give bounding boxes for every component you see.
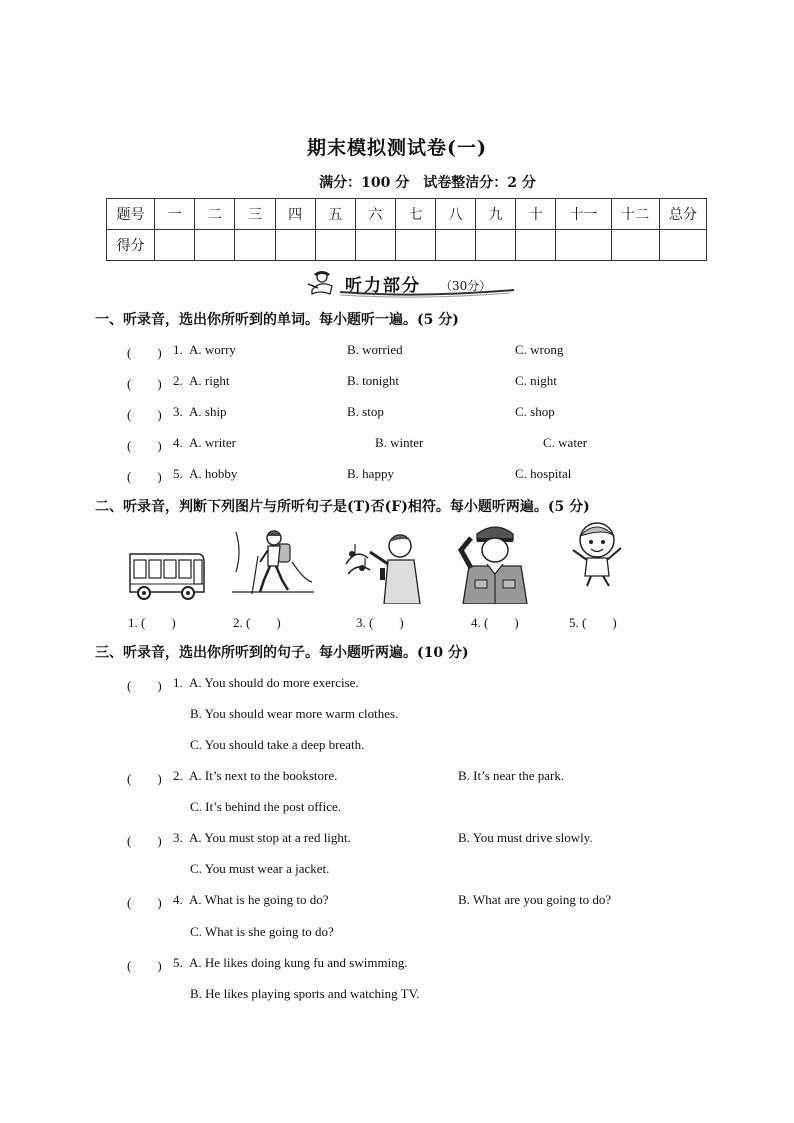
section1-title: 一、听录音，选出你所听到的单词。每小题听一遍。(5 分) [95,312,459,328]
score-header-cell: 题号 [107,199,155,230]
option-a: A. You must stop at a red light. [189,830,351,845]
option-a: A. He likes doing kung fu and swimming. [189,955,408,970]
option-b: B. stop [347,404,384,419]
page-subtitle: 满分：100 分 试卷整洁分：2 分 [319,175,536,191]
score-input-cell[interactable] [476,230,516,261]
option-c: C. hospital [515,466,572,481]
question-number: 1. [173,675,183,690]
option-c: C. night [515,373,557,388]
option-b: B. What are you going to do? [458,892,612,907]
option-b: B. happy [347,466,394,481]
question-number: 5. [173,955,183,970]
option-b: B. It’s near the park. [458,768,565,783]
bus-picture [126,548,206,604]
option-b: B. tonight [347,373,400,388]
score-input-cell[interactable] [275,230,315,261]
picture-answer-label[interactable]: 3. ( ) [356,615,404,630]
question-number: 3. [173,830,183,845]
question-number: 1. [173,342,183,357]
option-c: C. What is she going to do? [190,924,334,939]
question-number: 2. [173,373,183,388]
score-input-cell[interactable] [516,230,556,261]
option-a: A. What is he going to do? [189,892,329,907]
score-header-cell: 三 [235,199,275,230]
score-table [106,198,707,261]
picture-answer-label[interactable]: 1. ( ) [128,615,176,630]
score-header-cell: 九 [476,199,516,230]
score-table-header-row [107,199,707,230]
singer-picture [340,528,424,604]
listening-section-title: 听力部分 [345,276,421,296]
option-a: A. ship [189,404,227,419]
officer-picture [455,520,535,604]
score-header-cell: 十一 [556,199,611,230]
option-a: A. It’s next to the bookstore. [189,768,338,783]
option-b: B. You should wear more warm clothes. [190,706,399,721]
picture-answer-label[interactable]: 5. ( ) [569,615,617,630]
option-b: B. winter [375,435,424,450]
picture-answer-label[interactable]: 4. ( ) [471,615,519,630]
question-number: 5. [173,466,183,481]
option-a: A. right [189,373,230,388]
score-input-cell[interactable] [355,230,395,261]
score-header-cell: 八 [436,199,476,230]
score-input-cell[interactable] [235,230,275,261]
score-header-cell: 十 [516,199,556,230]
score-header-cell: 四 [275,199,315,230]
option-c: C. You should take a deep breath. [190,737,365,752]
question-number: 2. [173,768,183,783]
listening-section-score: （30分） [440,279,492,293]
score-row-label: 得分 [107,230,155,261]
section2-title: 二、听录音，判断下列图片与所听句子是(T)否(F)相符。每小题听两遍。(5 分) [95,499,590,515]
option-c: C. shop [515,404,555,419]
score-input-cell[interactable] [155,230,195,261]
section3-title: 三、听录音，选出你所听到的句子。每小题听两遍。(10 分) [95,645,469,661]
score-header-cell: 六 [355,199,395,230]
option-b: B. worried [347,342,403,357]
score-input-cell[interactable] [611,230,659,261]
score-header-cell: 十二 [611,199,659,230]
answer-blank[interactable]: ( ) [127,678,162,693]
score-header-cell: 一 [155,199,195,230]
picture-answer-label[interactable]: 2. ( ) [233,615,281,630]
score-input-cell[interactable] [315,230,355,261]
answer-blank[interactable]: ( ) [127,771,162,786]
option-a: A. You should do more exercise. [189,675,359,690]
answer-blank[interactable]: ( ) [127,438,162,453]
score-input-cell[interactable] [195,230,235,261]
reader-figure-icon [308,271,332,294]
hiker-picture [232,522,314,604]
option-c: C. water [543,435,588,450]
score-header-cell: 二 [195,199,235,230]
page-title: 期末模拟测试卷(一) [307,137,487,159]
option-b: B. He likes playing sports and watching TV. [190,986,420,1001]
score-input-cell[interactable] [556,230,611,261]
score-input-cell[interactable] [436,230,476,261]
option-c: C. You must wear a jacket. [190,861,330,876]
answer-blank[interactable]: ( ) [127,407,162,422]
answer-blank[interactable]: ( ) [127,833,162,848]
answer-blank[interactable]: ( ) [127,376,162,391]
option-a: A. writer [189,435,236,450]
child-picture [565,518,629,588]
score-input-cell[interactable] [659,230,706,261]
answer-blank[interactable]: ( ) [127,958,162,973]
answer-blank[interactable]: ( ) [127,469,162,484]
answer-blank[interactable]: ( ) [127,345,162,360]
answer-blank[interactable]: ( ) [127,895,162,910]
option-a: A. hobby [189,466,238,481]
option-c: C. wrong [515,342,564,357]
question-number: 4. [173,435,183,450]
score-input-cell[interactable] [395,230,435,261]
score-header-cell: 五 [315,199,355,230]
score-table-score-row [107,230,707,261]
question-number: 3. [173,404,183,419]
option-a: A. worry [189,342,236,357]
option-c: C. It’s behind the post office. [190,799,342,814]
score-header-cell: 七 [395,199,435,230]
score-header-cell: 总分 [659,199,706,230]
option-b: B. You must drive slowly. [458,830,593,845]
question-number: 4. [173,892,183,907]
